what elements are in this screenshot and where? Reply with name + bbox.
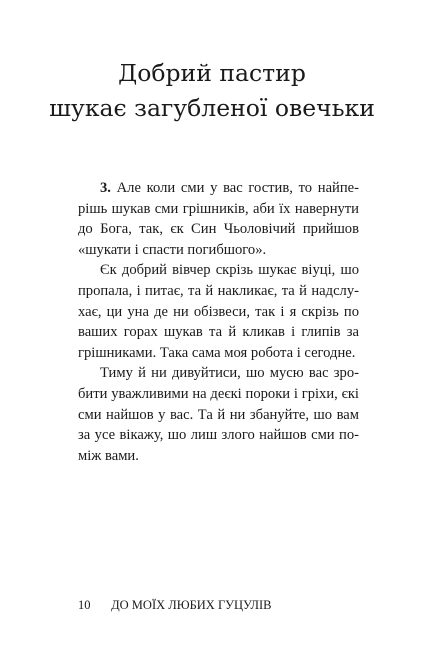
paragraph-line: до Бога, так, єк Син Чьоловічий прийшов	[78, 221, 359, 238]
paragraph-line: сми найшов у вас. Та й ни збануйте, шо вам	[78, 406, 359, 423]
paragraph-line: «шукати і спасти погибшого».	[78, 241, 267, 258]
paragraph-number: 3.	[100, 180, 111, 196]
paragraph-line: пропала, і питає, та й накликає, та й надслу-	[78, 282, 359, 299]
chapter-title	[20, 56, 404, 126]
paragraph-line: Єк добрий вівчер скрізь шукає віуці, шо	[100, 262, 359, 279]
paragraph-line: бити уважливими на деєкі пороки і гріхи, єкі	[78, 385, 359, 402]
chapter-title-line-1: Добрий пастир	[118, 59, 306, 87]
page-number: 10	[78, 598, 91, 612]
paragraph-line: Тиму й ни дивуйтиси, шо мусю вас зро-	[100, 365, 359, 382]
paragraph-line: хає, ци уна де ни обізвеси, так і я скрізь по	[78, 303, 359, 320]
chapter-title-line-2: шукає загубленої овечьки	[49, 94, 375, 122]
body-text	[78, 178, 359, 466]
paragraph-2	[78, 260, 359, 363]
paragraph-line: грішниками. Така сама моя робота і сегодне.	[78, 344, 356, 361]
paragraph-line: ваших горах шукав та й кликав і глипів за	[78, 324, 359, 341]
page-footer	[78, 598, 271, 613]
paragraph-line: рішь шукав сми грішників, аби їх навернути	[78, 200, 359, 217]
paragraph-line: 3. Але коли сми у вас гостив, то найпе-	[100, 180, 359, 196]
paragraph-line: між вами.	[78, 447, 139, 464]
running-title: ДО МОЇХ ЛЮБИХ ГУЦУЛІВ	[111, 598, 272, 612]
paragraph-1	[78, 178, 359, 260]
paragraph-3	[78, 363, 359, 466]
paragraph-line: за усе вікажу, шо лиш злого найшов сми по-	[78, 427, 359, 444]
